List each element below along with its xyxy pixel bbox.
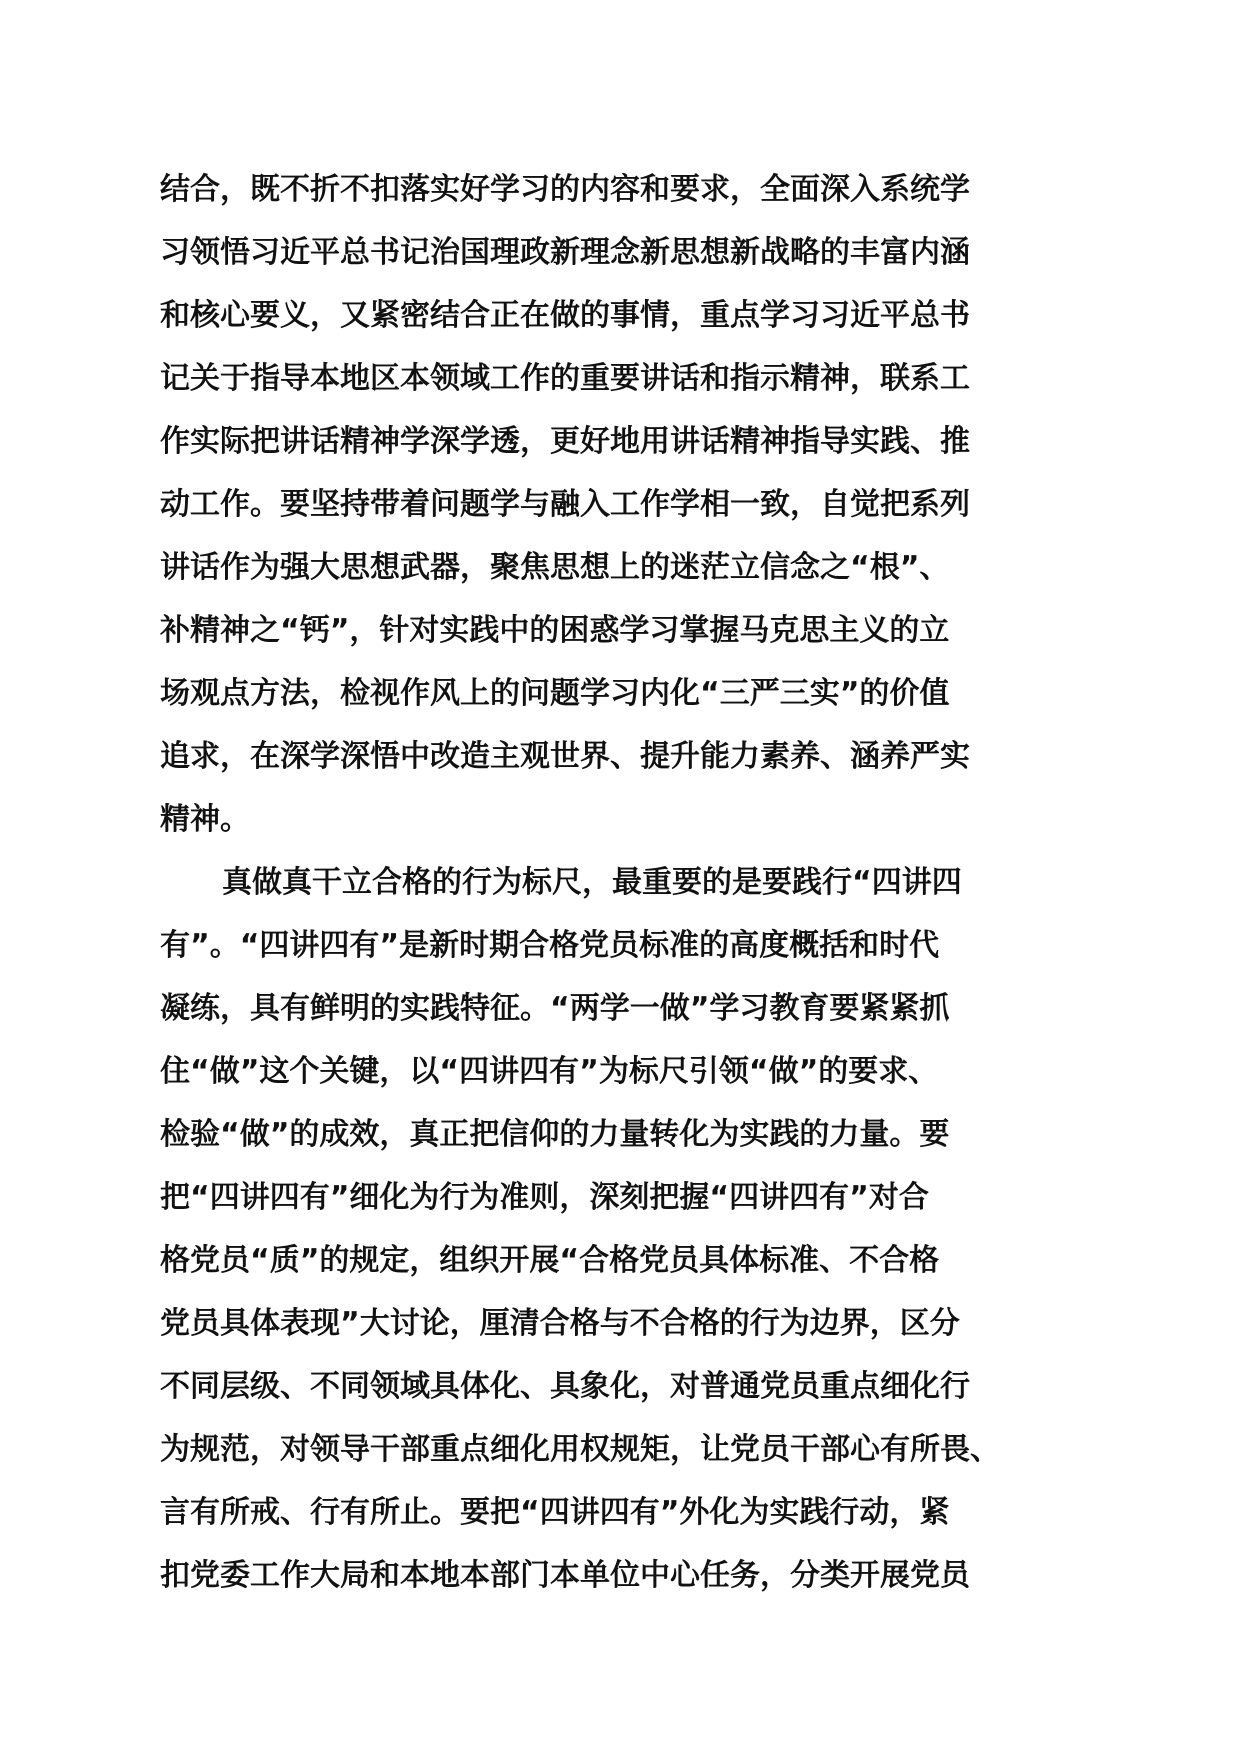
text-line: 和核心要义，又紧密结合正在做的事情，重点学习习近平总书 <box>160 298 970 333</box>
text-line: 结合，既不折不扣落实好学习的内容和要求，全面深入系统学 <box>160 172 970 207</box>
text-line: 动工作。要坚持带着问题学与融入工作学相一致，自觉把系列 <box>160 487 970 522</box>
text-line: 精神。 <box>160 802 250 837</box>
text-line: 把“四讲四有”细化为行为准则，深刻把握“四讲四有”对合 <box>160 1180 929 1215</box>
text-line: 记关于指导本地区本领域工作的重要讲话和指示精神，联系工 <box>160 361 970 396</box>
text-line: 有”。“四讲四有”是新时期合格党员标准的高度概括和时代 <box>160 928 940 963</box>
paragraph-1 <box>160 158 1100 851</box>
text-line: 凝练，具有鲜明的实践特征。“两学一做”学习教育要紧紧抓 <box>160 991 950 1026</box>
text-line: 习领悟习近平总书记治国理政新理念新思想新战略的丰富内涵 <box>160 235 970 270</box>
text-line: 言有所戒、行有所止。要把“四讲四有”外化为实践行动，紧 <box>160 1495 950 1530</box>
text-line: 为规范，对领导干部重点细化用权规矩，让党员干部心有所畏、 <box>160 1432 1000 1467</box>
text-line: 扣党委工作大局和本地本部门本单位中心任务，分类开展党员 <box>160 1558 970 1593</box>
text-line: 格党员“质”的规定，组织开展“合格党员具体标准、不合格 <box>160 1243 940 1278</box>
text-line: 作实际把讲话精神学深学透，更好地用讲话精神指导实践、推 <box>160 424 970 459</box>
text-line: 党员具体表现”大讨论，厘清合格与不合格的行为边界，区分 <box>160 1306 960 1341</box>
body-text <box>160 158 1100 1607</box>
text-line: 住“做”这个关键，以“四讲四有”为标尺引领“做”的要求、 <box>160 1054 939 1089</box>
paragraph-2 <box>160 851 1100 1607</box>
text-line: 补精神之“钙”，针对实践中的困惑学习掌握马克思主义的立 <box>160 613 950 648</box>
text-line: 不同层级、不同领域具体化、具象化，对普通党员重点细化行 <box>160 1369 970 1404</box>
text-line-first-indented: 真做真干立合格的行为标尺，最重要的是要践行“四讲四 <box>222 865 962 900</box>
text-line: 检验“做”的成效，真正把信仰的力量转化为实践的力量。要 <box>160 1117 950 1152</box>
text-line: 追求，在深学深悟中改造主观世界、提升能力素养、涵养严实 <box>160 739 970 774</box>
text-line: 场观点方法，检视作风上的问题学习内化“三严三实”的价值 <box>160 676 950 711</box>
text-line: 讲话作为强大思想武器，聚焦思想上的迷茫立信念之“根”、 <box>160 550 950 585</box>
